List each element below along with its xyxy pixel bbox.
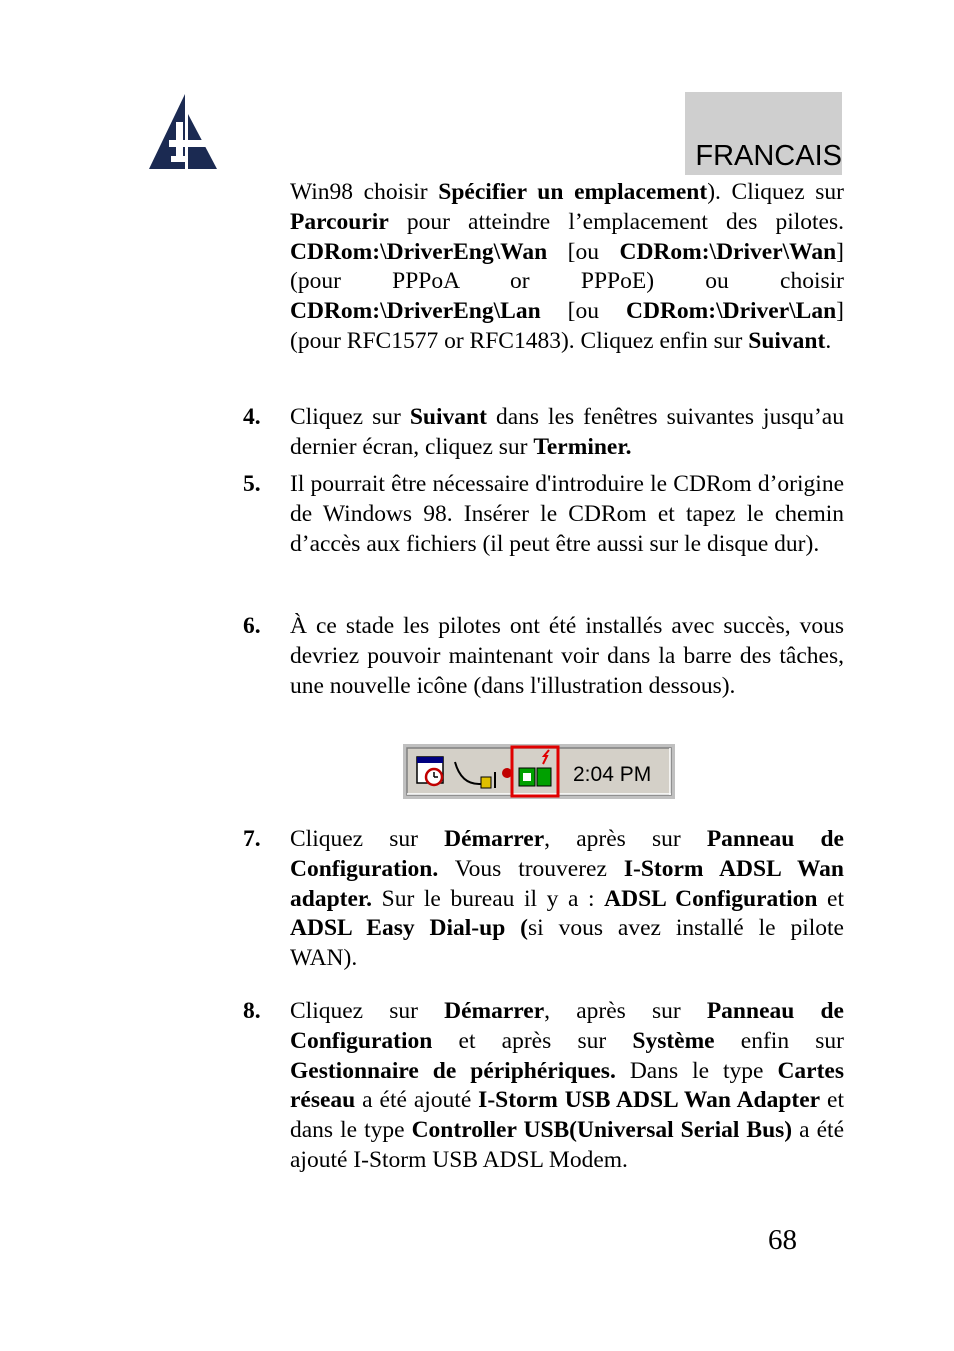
step-text bbox=[290, 403, 844, 463]
bold-run: Suivant bbox=[409, 404, 487, 430]
text-run: enfin sur bbox=[714, 1027, 845, 1054]
page-number: 68 bbox=[768, 1224, 797, 1256]
text-run: [ou bbox=[540, 298, 626, 325]
taskbar-tray-screenshot bbox=[403, 744, 675, 799]
text-run: ] (pour PPPoA or PPPoE) ou choisir bbox=[290, 238, 844, 295]
bold-run: Démarrer bbox=[444, 826, 545, 852]
scheduler-icon bbox=[417, 757, 443, 785]
text-run: et dans le type bbox=[290, 1087, 844, 1144]
bold-run: Spécifier un emplacement bbox=[438, 179, 708, 205]
bold-run: Parcourir bbox=[290, 208, 389, 235]
text-run: Vous trouverez bbox=[438, 855, 624, 882]
bold-run: CDRom:\DriverEng\Wan bbox=[290, 238, 548, 265]
intro-paragraph bbox=[290, 178, 844, 357]
bold-run: ADSL Configuration bbox=[604, 885, 818, 912]
step-number: 8. bbox=[243, 998, 261, 1024]
bold-run: Panneau de Configuration. bbox=[290, 826, 844, 882]
bold-run: I-Storm ADSL Wan adapter. bbox=[290, 855, 844, 912]
bold-run: Terminer. bbox=[533, 433, 632, 460]
bold-run: Controller USB(Universal Serial Bus) bbox=[411, 1117, 793, 1144]
bold-run: Suivant bbox=[748, 327, 826, 354]
text-run: , après sur bbox=[544, 998, 707, 1024]
text-run: pour atteindre l’emplacement des pilotes. bbox=[388, 208, 844, 235]
text-run: , après sur bbox=[544, 826, 707, 852]
step-number: 6. bbox=[243, 613, 261, 639]
text-run: Win98 choisir bbox=[290, 179, 439, 205]
text-run: [ou bbox=[547, 238, 620, 265]
text-run: dans les fenêtres suivantes jusqu’au dernier écran, cliquez sur bbox=[290, 404, 844, 460]
step-number: 7. bbox=[243, 826, 261, 852]
bold-run: Panneau de Configuration bbox=[290, 998, 844, 1054]
text-run: Cliquez sur bbox=[290, 404, 410, 430]
bold-run: Gestionnaire de périphériques. bbox=[290, 1057, 616, 1084]
bold-run: I-Storm USB ADSL Wan Adapter bbox=[478, 1087, 821, 1114]
text-run: si vous avez installé le pilote WAN). bbox=[290, 915, 844, 972]
text-run: Cliquez sur bbox=[290, 826, 445, 852]
atlantis-logo-icon bbox=[147, 92, 219, 170]
text-run: Dans le type bbox=[615, 1057, 778, 1084]
bold-run: CDRom:\DriverEng\Lan bbox=[290, 298, 541, 325]
bold-run: Démarrer bbox=[444, 998, 545, 1024]
text-run: . bbox=[825, 327, 832, 354]
text-run: Sur le bureau il y a : bbox=[372, 885, 605, 912]
bold-run: Système bbox=[632, 1027, 715, 1054]
step-number: 5. bbox=[243, 471, 261, 497]
step-text bbox=[290, 997, 844, 1176]
taskbar-clock: 2:04 PM bbox=[573, 763, 652, 786]
text-run: et après sur bbox=[432, 1027, 633, 1054]
text-run: ] (pour RFC1577 or RFC1483). Cliquez enfin sur bbox=[290, 298, 844, 354]
language-label: FRANCAIS bbox=[695, 140, 842, 172]
text-run: a été ajouté I-Storm USB ADSL Modem. bbox=[290, 1117, 844, 1173]
bold-run: Cartes réseau bbox=[290, 1057, 844, 1114]
bold-run: ADSL Easy Dial-up ( bbox=[290, 915, 528, 942]
text-run: ). Cliquez sur bbox=[707, 179, 845, 205]
text-run: Cliquez sur bbox=[290, 998, 445, 1024]
step-text bbox=[290, 825, 844, 974]
text-run: À ce stade les pilotes ont été installés avec succès, vous devriez pouvoir maintenant voir dans la barre des tâches, une nouvelle icône (dans l'illustration dessous). bbox=[290, 613, 844, 699]
step-text bbox=[290, 470, 844, 559]
step-text bbox=[290, 612, 844, 701]
text-run: a été ajouté bbox=[355, 1087, 479, 1114]
text-run: Il pourrait être nécessaire d'introduire le CDRom d’origine de Windows 98. Insérer le CDRom et tapez le chemin d’accès aux fichiers (il peut être aussi sur le disque dur). bbox=[290, 471, 844, 557]
step-number: 4. bbox=[243, 404, 261, 430]
bold-run: CDRom:\Driver\Lan bbox=[626, 298, 837, 325]
bold-run: CDRom:\Driver\Wan bbox=[619, 238, 837, 265]
text-run: et bbox=[817, 885, 844, 912]
